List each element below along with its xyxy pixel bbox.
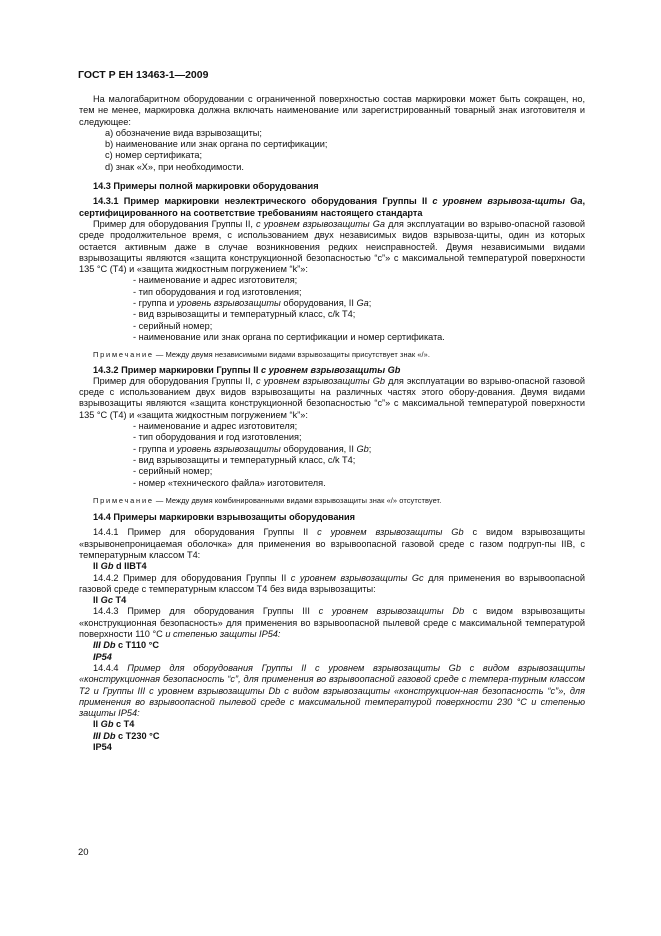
list-item: - наименование или знак органа по сертификации и номер сертификата. bbox=[133, 331, 445, 342]
marking-list bbox=[79, 128, 585, 173]
list-item: c) номер сертификата; bbox=[105, 150, 203, 161]
page-number: 20 bbox=[78, 847, 89, 858]
note-14-3-1: Примечание — Между двумя независимыми видами взрывозащиты присутствует знак «/». bbox=[93, 350, 431, 360]
list-item: - серийный номер; bbox=[133, 320, 213, 331]
example-14-4-2: 14.4.2 Пример для оборудования Группы II с уровнем взрывозащиты Gc для применения во взрывоопасной газовой среде с температурным классом Т4 без вида взрывозащиты: bbox=[79, 572, 585, 594]
marking-code: II Gb c T4 bbox=[93, 719, 135, 730]
marking-code: II Gb d IIBT4 bbox=[93, 561, 147, 572]
example-14-4-4: 14.4.4 Пример для оборудования Группы II с уровнем взрывозащиты Gb с видом взрывозащиты «конструкционная безопасность “с”, для применения во взрывоопасной газовой среде с темпера-турным классом Т2 и Группы III с уровнем взрывозащиты Db с видом взрывозащиты «конструкцион-ная безопасность “с”», для применения во взрывоопасной пылевой среде с максимальной температурой поверхности 230 °С и степенью защиты IP54: bbox=[79, 662, 585, 719]
example-14-4-1: 14.4.1 Пример для оборудования Группы II с уровнем взрывозащиты Gb с видом взрывозащиты «взрывонепроницаемая оболочка» для применения во взрывоопасной газовой среде с газом подгруп-пы IIB, с температурным классом Т4: bbox=[79, 527, 585, 560]
list-item: - тип оборудования и год изготовления; bbox=[133, 286, 302, 297]
marking-code: II Gc T4 bbox=[93, 595, 127, 606]
list-item: - наименование и адрес изготовителя; bbox=[133, 421, 298, 432]
subsection-14-3-1-paragraph: Пример для оборудования Группы II, с уровнем взрывозащиты Ga для эксплуатации во взрыво-опасной газовой среде продолжительное время, с использованием двух независимых видов взрывоза-щиты, один из которых остается активным даже в случае возникновения редких неисправностей. Двумя независимыми видами взрывозащиты являются «защита конструкционной безопасностью “с”» с максимальной температурой поверхности 135 °С (Т4) и «защита жидкостным погружением “k”»: bbox=[79, 218, 586, 275]
list-item: - группа и уровень взрывозащиты оборудования, II Ga; bbox=[133, 298, 372, 309]
list-item: - тип оборудования и год изготовления; bbox=[133, 432, 302, 443]
marking-code: IP54 bbox=[93, 742, 112, 753]
list-item: - номер «технического файла» изготовителя. bbox=[133, 477, 326, 488]
marking-dash-list bbox=[79, 275, 585, 343]
marking-code: III Db c T230 °C bbox=[93, 730, 160, 741]
marking-code: III Db c T110 °C bbox=[93, 640, 159, 651]
list-item: - серийный номер; bbox=[133, 466, 213, 477]
page-content bbox=[79, 94, 585, 753]
document-header: ГОСТ Р ЕН 13463-1—2009 bbox=[78, 69, 209, 81]
subsection-14-3-1-title: 14.3.1 Пример маркировки неэлектрического оборудования Группы II с уровнем взрывоза-щиты Ga, сертифицированного на соответствие требованиям настоящего стандарта bbox=[79, 196, 585, 218]
subsection-14-3-2-title: 14.3.2 Пример маркировки Группы II с уровнем взрывозащиты Gb bbox=[93, 364, 401, 375]
subsection-14-3-2-paragraph: Пример для оборудования Группы II, с уровнем взрывозащиты Gb для эксплуатации во взрыво-опасной газовой среде с использованием двух видов взрывозащиты на различных частях этого обору-дования. Двумя видами взрывозащиты являются «защита конструкционной безопасностью “с”» с максимальной температурой поверхности 135 °С (Т4) и «защита жидкостным погружением “k”»: bbox=[79, 375, 586, 420]
marking-code: IP54 bbox=[93, 651, 112, 662]
list-item: - вид взрывозащиты и температурный класс, c/k T4; bbox=[133, 309, 356, 320]
intro-paragraph: На малогабаритном оборудовании с ограниченной поверхностью состав маркировки может быть сокращен, но, тем не менее, маркировка должна включать наименование или зарегистрированный товарный знак изготовителя и следующее: bbox=[79, 94, 585, 127]
section-14-4-title: 14.4 Примеры маркировки взрывозащиты оборудования bbox=[93, 512, 355, 523]
section-14-3-title: 14.3 Примеры полной маркировки оборудования bbox=[93, 181, 319, 192]
example-14-4-3: 14.4.3 Пример для оборудования Группы III с уровнем взрывозащиты Db с видом взрывозащиты «конструкционная безопасность» для применения во взрывоопасной пылевой среде с максимальной температурой поверхности 110 °С и степенью защиты IP54: bbox=[79, 606, 585, 640]
list-item: - группа и уровень взрывозащиты оборудования, II Gb; bbox=[133, 443, 372, 454]
list-item: - вид взрывозащиты и температурный класс, c/k T4; bbox=[133, 454, 356, 465]
list-item: - наименование и адрес изготовителя; bbox=[133, 275, 298, 286]
list-item: b) наименование или знак органа по сертификации; bbox=[105, 139, 328, 150]
list-item: d) знак «Х», при необходимости. bbox=[105, 161, 244, 172]
marking-dash-list bbox=[79, 421, 585, 489]
note-14-3-2: Примечание — Между двумя комбинированными видами взрывозащиты знак «/» отсутствует. bbox=[93, 495, 442, 505]
list-item: a) обозначение вида взрывозащиты; bbox=[105, 127, 262, 138]
